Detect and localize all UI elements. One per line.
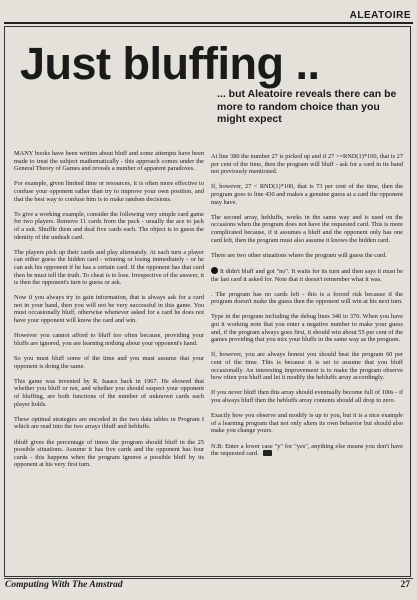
right-column [211, 153, 403, 465]
section-tag: ALEATOIRE [349, 10, 411, 21]
end-mark-icon [263, 450, 272, 456]
paragraph: Exactly how you observe and modify is up to you, but it is a nice example of a learning program that not only alters its own behavior but should also make you change yours. [211, 412, 403, 435]
paragraph: For example, given limited time or resources, it is often more effective to confuse your opponent rather than try to improve your own position, and that the best way to confuse him is to make random decisions. [14, 180, 204, 203]
magazine-title: Computing With The Amstrad [5, 580, 123, 590]
paragraph: If you never bluff then this array should eventually become full of 100s - if you always bluff then the hebluffs array contents should all drop to zero. [211, 389, 403, 404]
bullet-icon [211, 267, 218, 274]
page-number: 27 [400, 580, 410, 590]
paragraph: Now if you always try to gain information, that is always ask for a card not in your hand, then you will not be very successful in this game. You must occasionally bluff, otherwise whenever asked for a card he does not have your opponent will know the card and win. [14, 294, 204, 325]
paragraph-text: It didn't bluff and got "no". It waits for its turn and then says it must be the last card it asked for. Note that it doesn't remember what it was. [211, 267, 403, 283]
paragraph: This game was invented by R. Isaacs back in 1967. He showed that whether you bluff or not, and whether you should suspect your opponent of bluffing, are both functions of the number of unknown cards each player holds. [14, 377, 204, 408]
paragraph: The players pick up their cards and play alternately. At each turn a player can either guess the hidden card - winning or losing immediately - or he can ask his opponent if he has a certain card. If the opponent has that card then he must tell the truth. To cheat is to lose. Irrespective of the answer, it is then the opponent's turn to guess or ask. [14, 248, 204, 287]
paragraph: There are two other situations where the program will guess the card. [211, 251, 387, 259]
left-column [14, 150, 204, 477]
paragraph: To give a working example, consider the following very simple card game for two players. Remove 11 cards from the pack - usually the ace to jack of a suit. Shuffle them and deal five cards each. The object is to guess the identity of the undealt card. [14, 210, 204, 241]
paragraph: The second array, hebluffs, works in the same way and is used on the occasions when the program does not have the requested card. This is more complicated because, if it assumes a bluff and the opponent only has one card left, then the program must also assume it knows the hidden card. [211, 213, 403, 244]
paragraph: ibluff gives the percentage of times the program should bluff in the 25 possible situations. Assume it has five cards and the opponent has four cards - this happens when the program ignores a possible bluff by its opponent at his very first turn. [14, 438, 204, 469]
final-paragraph [211, 443, 403, 458]
paragraph: So you must bluff some of the time and you must assume that your opponent is doing the same. [14, 355, 204, 370]
paragraph: If, however, you are always honest you should beat the program 60 per cent of the time. This is because it is set to assume that you bluff occasionally. An interesting improvement is to make the program observe how often you bluff and let it modify the hebluffs array accordingly. [211, 351, 403, 382]
bullet-paragraph [211, 267, 403, 283]
paragraph: Type in the program including the debug lines 340 to 370. When you have got it working note that you enter a negative number to make your guess and, if the program always goes first, it should win about 55 per cent of the games providing that you mix your bluffs in the same way as the program. [211, 313, 403, 344]
paragraph: . The program has no cards left - this is a forced risk because if the program doesn't make the guess then the opponent will win at his next turn. [211, 290, 403, 306]
paragraph: If, however, 27 < RND(1)*100, that is 73 per cent of the time, then the program goes to line 430 and makes a genuine guess at a card the opponent may have. [211, 183, 403, 206]
standfirst: ... but Aleatoire reveals there can be more to random choice than you might expect [217, 88, 397, 125]
paragraph: At line 380 the number 27 is picked up and if 27 >=RND(1)*100, that is 27 per cent of the time, then the program will bluff - ask for a card in its hand not previously mentioned. [211, 153, 403, 176]
paragraph-text: N.B: Enter a lower case "y" for "yes", anything else means you don't have the requested card. [211, 442, 403, 458]
paragraph: MANY books have been written about bluff and some attempts have been made to treat the subject mathematically - this approach comes under the General Theory of Games and reveals a number of apparent paradoxes. [14, 150, 204, 173]
header-rule [4, 22, 413, 24]
paragraph: These optimal strategies are encoded in the two data tables in Program I which are read into the two arrays ibluff and hebluffs. [14, 415, 204, 431]
headline: Just bluffing .. [20, 38, 320, 89]
footer-rule [4, 578, 413, 579]
paragraph: However you cannot afford to bluff too often because, providing your bluffs are ignored, you are learning nothing about your opponent's hand. [14, 332, 204, 347]
